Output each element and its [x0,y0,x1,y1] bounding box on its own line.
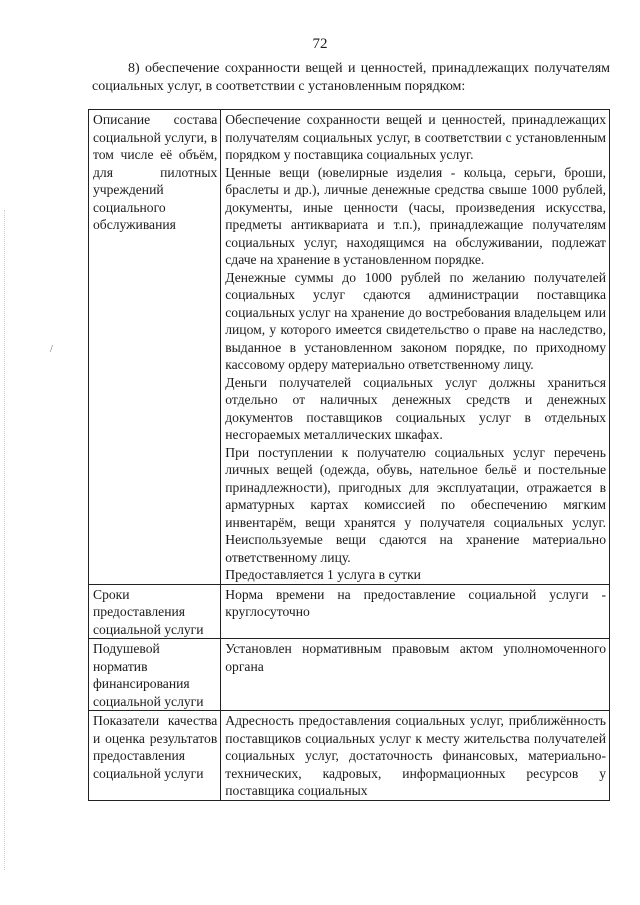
content-paragraph: Деньги получателей социальных услуг должны храниться отдельно от наличных денежных средств и денежных документов поставщиков социальных услуг в отдельных несгораемых металлических шкафах. [225,374,606,442]
content-paragraph: Норма времени на предоставление социальной услуги - круглосуточно [225,586,606,619]
content-paragraph: Предоставляется 1 услуга в сутки [225,567,421,582]
table-row [89,639,610,711]
table-row [89,584,610,639]
content-paragraph: Ценные вещи (ювелирные изделия - кольца, серьги, броши, браслеты и др.), личные денежные средства свыше 1000 рублей, документы, иные ценности (часы, произведения искусства, предметы антиквариата и т.п.), принадлежащие получателям социальных услуг, находящимся на обслуживании, подлежат сдаче на хранение в установленном порядке. [225,164,606,267]
row-content [221,639,610,711]
content-paragraph: Адресность предоставления социальных услуг, приближённость поставщиков социальных услуг к месту жительства получателей социальных услуг, достаточность финансовых, материально-технических, кадровых, информационных ресурсов у поставщика социальных [225,713,606,798]
row-label: Подушевой норматив финансирования социальной услуги [89,639,221,711]
margin-tick-mark: / [50,344,53,355]
section-intro: 8) обеспечение сохранности вещей и ценностей, принадлежащих получателям социальных услуг, в соответствии с установленным порядком: [92,61,610,94]
row-label: Сроки предоставления социальной услуги [89,584,221,639]
row-content [221,711,610,801]
content-paragraph: Установлен нормативным правовым актом уполномоченного органа [225,641,606,674]
content-paragraph: При поступлении к получателю социальных услуг перечень личных вещей (одежда, обувь, нательное бельё и постельные принадлежности), пригодных для эксплуатации, отражается в арматурных картах комиссией по обеспечению мягким инвентарём, вещи хранятся у получателя социальных услуг. Неиспользуемые вещи сдаются на хранение материально ответственному лицу. [225,444,606,565]
margin-scan-mark [4,210,7,870]
row-content [221,110,610,585]
row-label: Показатели качества и оценка результатов предоставления социальной услуги [89,711,221,801]
table-row [89,711,610,801]
service-table [88,109,610,801]
row-content [221,584,610,639]
table-row [89,110,610,585]
content-paragraph: Обеспечение сохранности вещей и ценностей, принадлежащих получателям социальных услуг, в соответствии с установленным порядком у поставщика социальных услуг. [225,112,606,162]
page-number: 72 [312,36,328,52]
row-label: Описание состава социальной услуги, в том числе её объём, для пилотных учреждений социального обслуживания [89,110,221,585]
content-paragraph: Денежные суммы до 1000 рублей по желанию получателей социальных услуг сдаются администрации поставщика социальных услуг на хранение до востребования владельцем или лицом, у которого имеется свидетельство о праве на наследство, выданное в установленном законом порядке, по приходному кассовому ордеру материально ответственному лицу. [225,269,606,372]
